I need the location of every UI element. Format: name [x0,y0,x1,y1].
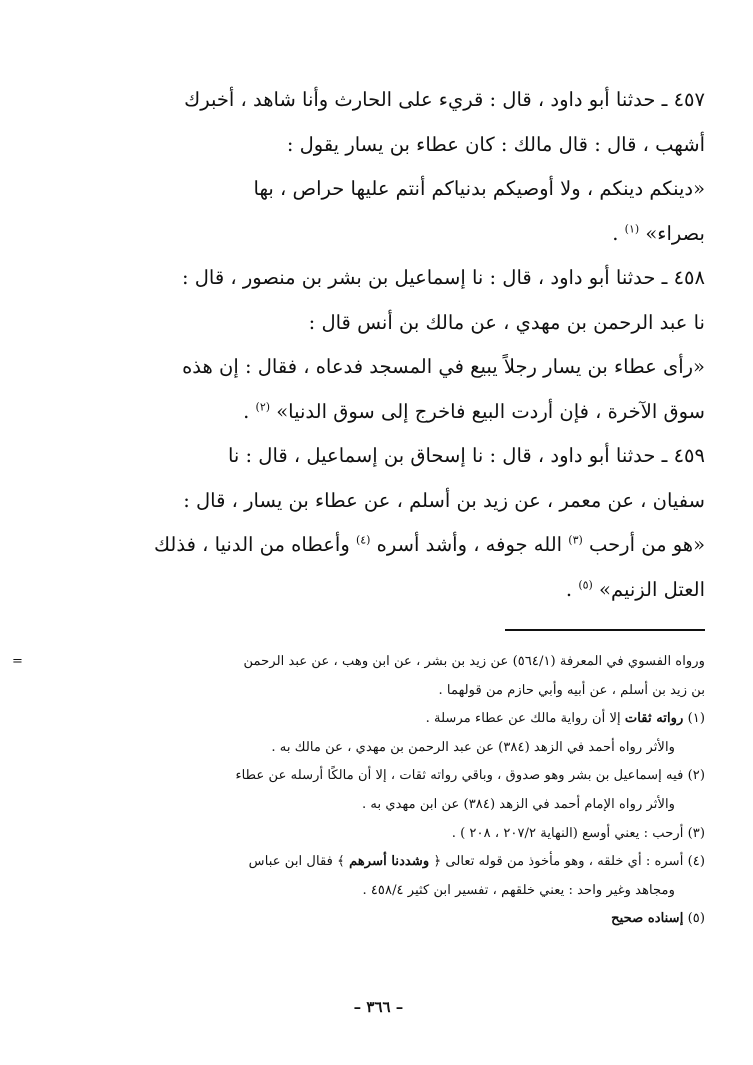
hadith-458-line-2: نا عبد الرحمن بن مهدي ، عن مالك بن أنس قال : [308,310,705,334]
footnote-2-number: (٢) [687,768,705,784]
footnote-ref-2[interactable]: (٢) [255,400,271,413]
hadith-458-end: . [243,399,256,423]
hadith-458-quote-1: «رأى عطاء بن يسار رجلاً يبيع في المسجد فدعاه ، فقال : إن هذه [182,355,705,378]
hadith-457-quote-2 [52,212,705,257]
hadith-457-end: . [612,221,625,245]
continuation-line-2: بن زيد بن أسلم ، عن أبيه وأبي حازم من قولهما . [438,682,705,698]
footnote-1-number: (١) [687,711,705,727]
footnote-3 [52,820,705,849]
hadith-457-line-1: ٤٥٧ ـ حدثنا أبو داود ، قال : قريء على الحارث وأنا شاهد ، أخبرك [184,88,705,111]
footnote-ref-5[interactable]: (٥) [578,578,593,591]
footnote-2-line-2: والأثر رواه الإمام أحمد في الزهد (٣٨٤) عن ابن مهدي به . [362,796,675,812]
hadith-459-quote-2 [52,568,705,613]
main-text [52,78,705,612]
footnote-5 [52,905,705,934]
hadith-458-quote-2-text: سوق الآخرة ، فإن أردت البيع فاخرج إلى سوق الدنيا» [276,399,705,423]
footnote-4-text-a: أسره : أي خلقه ، وهو مأخوذ من قوله تعالى ﴿ [429,854,684,870]
footnote-ref-1[interactable]: (١) [624,222,640,235]
footnote-5-text: إسناده صحيح [611,911,684,927]
footnote-4-quran: وشددنا أسرهم [349,854,430,870]
footnote-1-bold: رواته ثقات [624,711,684,727]
footnote-2 [52,762,705,791]
hadith-459-quote-1c: وأعطاه من الدنيا ، فذلك [153,533,356,556]
footnote-1-line-2: والأثر رواه أحمد في الزهد (٣٨٤) عن عبد الرحمن بن مهدي ، عن مالك به . [271,739,675,755]
continuation-mark: = [12,654,23,669]
footnote-separator [505,629,705,631]
footnotes [12,648,705,934]
footnote-3-number: (٣) [687,825,705,841]
hadith-459-line-2: سفيان ، عن معمر ، عن زيد بن أسلم ، عن عطاء بن يسار ، قال : [183,488,705,512]
hadith-458-quote-2 [52,390,705,435]
footnote-1 [52,705,705,734]
continuation-line-1: ورواه الفسوي في المعرفة (٥٦٤/١) عن زيد بن بشر ، عن ابن وهب ، عن عبد الرحمن [243,654,705,669]
hadith-459-line-1: ٤٥٩ ـ حدثنا أبو داود ، قال : نا إسحاق بن إسماعيل ، قال : نا [227,444,705,467]
hadith-459-quote-2-text: العتل الزنيم» [599,577,705,601]
footnote-4 [52,848,705,877]
hadith-458-line-1: ٤٥٨ ـ حدثنا أبو داود ، قال : نا إسماعيل بن بشر بن منصور ، قال : [181,266,705,289]
hadith-457-line-2: أشهب ، قال : قال مالك : كان عطاء بن يسار يقول : [286,132,705,156]
footnote-2-text: فيه إسماعيل بن بشر وهو صدوق ، وباقي رواته ثقات ، إلا أن مالكًا أرسله عن عطاء [235,768,684,784]
footnote-continuation [12,648,705,705]
footnote-ref-3[interactable]: (٣) [568,533,583,547]
footnote-5-number: (٥) [687,911,705,927]
footnote-3-text: أرحب : يعني أوسع (النهاية ٢٠٧/٢ ، ٢٠٨ ) . [451,825,684,841]
hadith-459-quote-1 [52,523,705,568]
footnote-4-number: (٤) [687,854,705,870]
footnote-4-text-b: ﴾ فقال ابن عباس [248,854,350,870]
footnote-4-line-2: ومجاهد وغير واحد : يعني خلقهم ، تفسير ابن كثير ٤٥٨/٤ . [362,882,675,898]
hadith-459-quote-1a: «هو من أرحب [588,533,705,556]
page-number: – ٣٦٦ – [353,998,404,1016]
footnote-ref-4[interactable]: (٤) [355,533,371,547]
hadith-459-end: . [565,577,579,601]
book-page [12,78,705,1058]
hadith-457-quote-1: «دينكم دينكم ، ولا أوصيكم بدنياكم أنتم عليها حراص ، بها [253,177,705,200]
hadith-459-quote-1b: الله جوفه ، وأشد أسره [376,533,569,556]
footnote-1-text: إلا أن رواية مالك عن عطاء مرسلة . [425,711,625,727]
hadith-457-quote-2-text: بصراء» [645,221,705,245]
